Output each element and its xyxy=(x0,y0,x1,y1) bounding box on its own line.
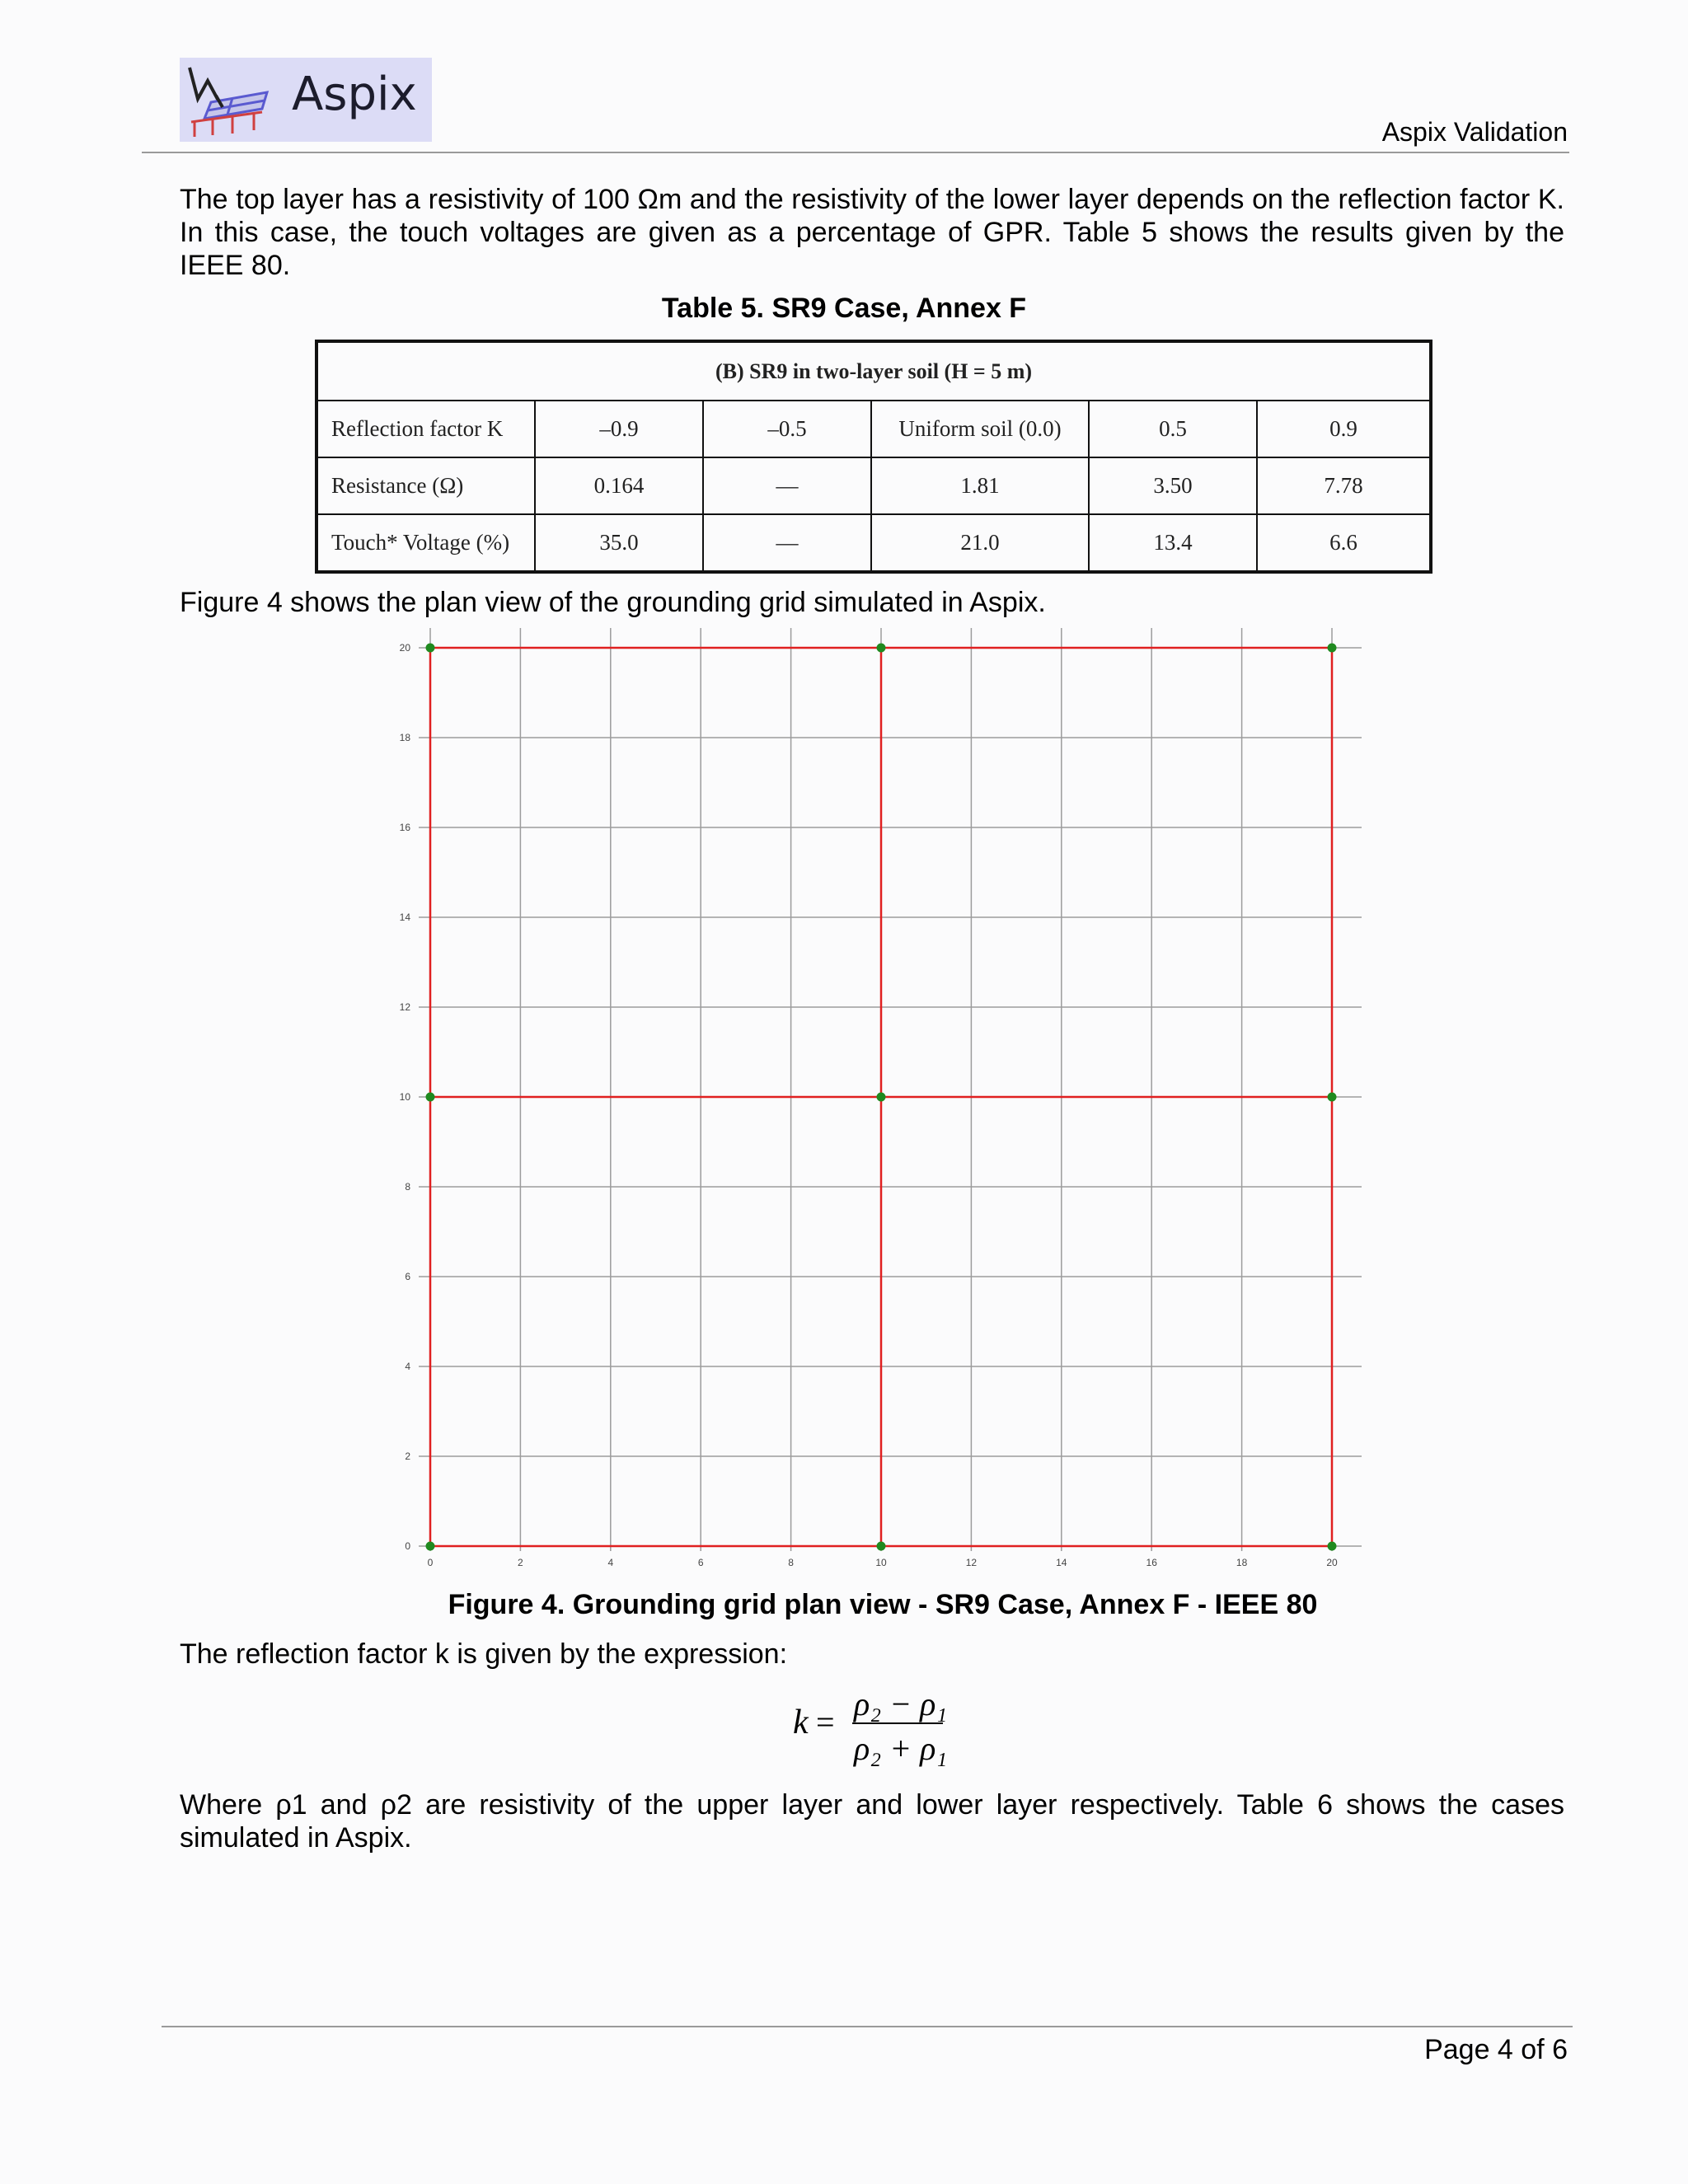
results-table xyxy=(316,341,1431,572)
table-cell: 3.50 xyxy=(1089,457,1257,514)
table-cell: 0.9 xyxy=(1257,401,1430,457)
intro-line: IEEE 80. xyxy=(180,250,291,281)
grid-node xyxy=(426,1542,435,1551)
footer-divider xyxy=(162,2026,1573,2027)
figure-caption: Figure 4. Grounding grid plan view - SR9 Case, Annex F - IEEE 80 xyxy=(448,1589,1318,1620)
y-tick-label: 18 xyxy=(399,732,410,743)
page-number: Page 4 of 6 xyxy=(1424,2034,1568,2065)
x-tick-label: 0 xyxy=(427,1557,434,1568)
grid-node xyxy=(1328,644,1337,653)
row-header: Reflection factor K xyxy=(317,401,535,457)
table-cell: 1.81 xyxy=(871,457,1089,514)
table-cell: 13.4 xyxy=(1089,514,1257,571)
figure-intro-text: Figure 4 shows the plan view of the grounding grid simulated in Aspix. xyxy=(180,587,1046,618)
reflection-formula xyxy=(788,1685,953,1767)
intro-line: In this case, the touch voltages are given as a percentage of GPR. Table 5 shows the results given by the xyxy=(180,217,1564,248)
header-title: Aspix Validation xyxy=(1381,117,1568,147)
row-header: Resistance (Ω) xyxy=(317,457,535,514)
formula-k: k xyxy=(793,1704,809,1741)
table-cell: — xyxy=(703,457,871,514)
table-cell: 21.0 xyxy=(871,514,1089,571)
formula-fraction-bar xyxy=(852,1722,943,1724)
table-cell: — xyxy=(703,514,871,571)
x-tick-label: 12 xyxy=(965,1557,978,1568)
grid-node xyxy=(877,1542,886,1551)
x-tick-label: 14 xyxy=(1056,1557,1067,1568)
y-tick-label: 16 xyxy=(399,822,410,833)
table-row xyxy=(317,401,1430,457)
grounding-grid-plot xyxy=(379,618,1368,1574)
x-tick-label: 10 xyxy=(875,1557,887,1568)
table-cell: 35.0 xyxy=(535,514,703,571)
y-tick-label: 0 xyxy=(405,1540,410,1552)
grid-node xyxy=(1328,1093,1337,1102)
x-tick-label: 16 xyxy=(1146,1557,1157,1568)
grid-node xyxy=(1328,1542,1337,1551)
where-line: simulated in Aspix. xyxy=(180,1822,412,1854)
x-tick-label: 4 xyxy=(607,1557,614,1568)
grid-node xyxy=(877,644,886,653)
formula-numerator: ρ₂ − ρ₁ xyxy=(854,1685,948,1722)
reflection-text: The reflection factor k is given by the expression: xyxy=(180,1638,788,1670)
y-tick-label: 14 xyxy=(399,912,410,923)
where-line: Where ρ1 and ρ2 are resistivity of the upper layer and lower layer respectively. Table 6 shows the cases xyxy=(180,1789,1564,1821)
logo-grid-icon xyxy=(183,63,287,138)
intro-paragraph xyxy=(180,183,1564,282)
logo xyxy=(180,58,432,142)
row-header: Touch* Voltage (%) xyxy=(317,514,535,571)
grid-node xyxy=(426,1093,435,1102)
y-tick-label: 6 xyxy=(405,1271,410,1282)
table-cell: –0.9 xyxy=(535,401,703,457)
table-cell: Uniform soil (0.0) xyxy=(871,401,1089,457)
intro-line: The top layer has a resistivity of 100 Ωm and the resistivity of the lower layer depends on the reflection factor K. xyxy=(180,184,1564,215)
grid-node xyxy=(426,644,435,653)
y-tick-label: 8 xyxy=(405,1181,410,1193)
table-cell: 7.78 xyxy=(1257,457,1430,514)
y-tick-label: 20 xyxy=(399,642,410,654)
table-cell: –0.5 xyxy=(703,401,871,457)
table-caption: Table 5. SR9 Case, Annex F xyxy=(661,293,1027,324)
header-divider xyxy=(142,152,1569,153)
x-tick-label: 2 xyxy=(518,1557,523,1568)
table-cell: 0.164 xyxy=(535,457,703,514)
y-tick-label: 10 xyxy=(399,1091,410,1103)
table-title: (B) SR9 in two-layer soil (H = 5 m) xyxy=(317,342,1430,401)
y-tick-label: 2 xyxy=(405,1451,410,1462)
table-row xyxy=(317,457,1430,514)
x-tick-label: 6 xyxy=(697,1557,704,1568)
formula-equals: = xyxy=(816,1704,835,1741)
grid-node xyxy=(877,1093,886,1102)
y-tick-label: 4 xyxy=(405,1361,410,1372)
table-row xyxy=(317,514,1430,571)
where-paragraph xyxy=(180,1788,1564,1854)
table-cell: 0.5 xyxy=(1089,401,1257,457)
y-tick-label: 12 xyxy=(399,1001,410,1013)
x-tick-label: 8 xyxy=(788,1557,794,1568)
x-tick-label: 18 xyxy=(1236,1557,1248,1568)
x-tick-label: 20 xyxy=(1326,1557,1338,1568)
table-cell: 6.6 xyxy=(1257,514,1430,571)
logo-text: Aspix xyxy=(292,68,417,121)
formula-denominator: ρ₂ + ρ₁ xyxy=(854,1730,948,1767)
